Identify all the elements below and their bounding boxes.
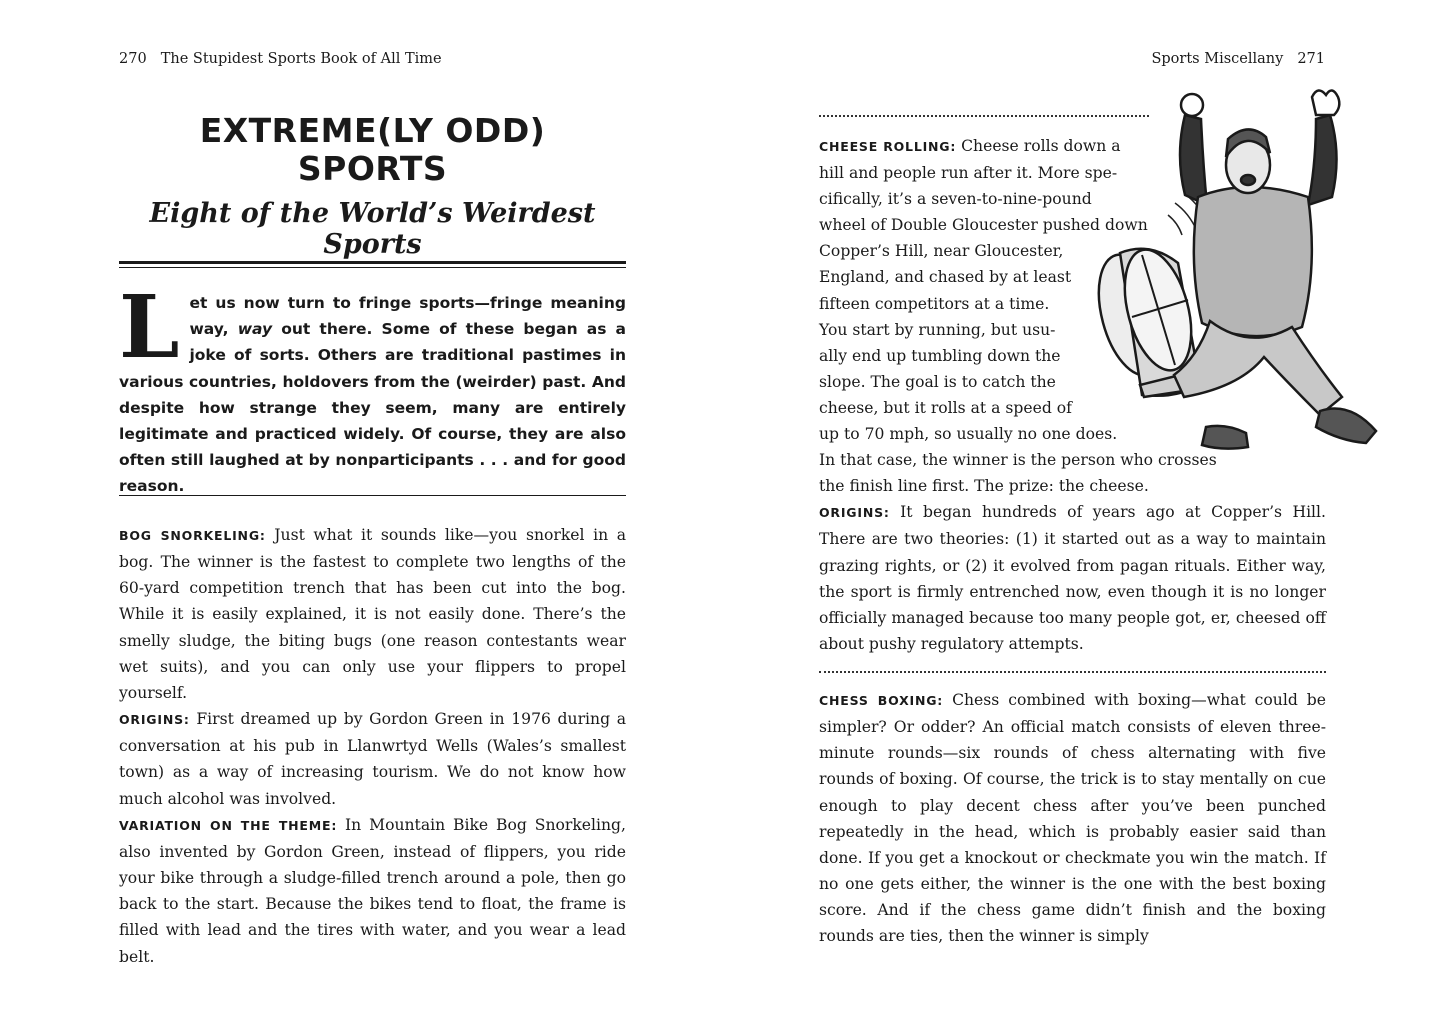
title-rule-thin: [119, 267, 626, 268]
running-title-right: Sports Miscellany: [1151, 51, 1284, 67]
chapter-title-line2: SPORTS: [297, 149, 448, 188]
cheese-chaser-illustration-icon: [1080, 85, 1410, 465]
page-number-left: 270: [119, 51, 147, 67]
chess-text: Chess combined with boxing—what could be simpler? Or odder? An official match consists of eleven three-minute rounds—six rounds of chess alternating with five rounds of boxing. Of course, the trick is to stay mentally on cue enough to play decent chess after you’ve been punched repeatedly in the head, which is probably easier said than done. If you get a knockout or checkmate you win the match. If no one gets either, the winner is the one with the best boxing score. And if the chess game didn’t finish and the boxing rounds are ties, then the winner is simply: [819, 691, 1326, 946]
drop-cap: L: [119, 277, 180, 378]
cheese-line: the finish line first. The prize: the cheese.: [819, 477, 1149, 496]
cheese-line: In that case, the winner is the person who crosses: [819, 451, 1217, 470]
cheese-line: cheese, but it rolls at a speed of: [819, 398, 1072, 417]
cheese-line: ally end up tumbling down the: [819, 346, 1061, 365]
cheese-line-text: Cheese rolls down a: [956, 137, 1121, 155]
intro-paragraph: [119, 277, 626, 500]
intro-rule: [119, 495, 626, 496]
variation-paragraph: [119, 812, 626, 970]
cheese-line: fifteen competitors at a time.: [819, 294, 1050, 313]
chapter-title-line1: EXTREME(LY ODD): [199, 111, 546, 150]
section-divider-dotted-2: [819, 671, 1326, 673]
page-number-right: 271: [1297, 51, 1325, 67]
bog-snorkeling-section: [119, 522, 626, 970]
cheese-line: wheel of Double Gloucester pushed down: [819, 216, 1148, 235]
running-title-left: The Stupidest Sports Book of All Time: [160, 51, 442, 67]
chess-label: CHESS BOXING:: [819, 693, 944, 708]
cheese-line: slope. The goal is to catch the: [819, 372, 1056, 391]
chess-paragraph: [819, 687, 1326, 950]
cheese-line: You start by running, but usu-: [819, 320, 1056, 339]
variation-text: In Mountain Bike Bog Snorkeling, also invented by Gordon Green, instead of flippers, you ride your bike through a sludge-filled trench around a pole, then go back to the start. Because the bikes tend to float, the frame is filled with lead and the tires with water, and you wear a lead belt.: [119, 815, 626, 966]
cheese-line: hill and people run after it. More spe-: [819, 164, 1118, 183]
chapter-subtitle: Eight of the World’s Weirdest Sports: [149, 198, 596, 260]
cheese-label: CHEESE ROLLING:: [819, 139, 957, 154]
cheese-line: up to 70 mph, so usually no one does.: [819, 425, 1118, 444]
title-rule-thick: [119, 261, 626, 264]
cheese-line: England, and chased by at least: [819, 268, 1072, 287]
bog-paragraph: [119, 522, 626, 706]
bog-origins-text: First dreamed up by Gordon Green in 1976 during a conversation at his pub in Llanwrtyd Wells (Wales’s smallest town) as a way of increasing tourism. We do not know how much alcohol was involved.: [119, 710, 626, 808]
intro-text-2: out there. Some of these began as a joke of sorts. Others are traditional pastimes in various countries, holdovers from the (weirder) past. And despite how strange they seem, many are entirely legitimate and practiced widely. Of course, they are also often still laughed at by nonparticipants . . . and for good reason.: [119, 320, 626, 496]
running-head-left: [119, 51, 442, 67]
running-head-right: [1151, 51, 1325, 67]
bog-origins-paragraph: [119, 706, 626, 812]
bog-label: BOG SNORKELING:: [119, 528, 266, 543]
chapter-title-block: [119, 112, 626, 260]
variation-label: VARIATION ON THE THEME:: [119, 817, 338, 833]
cheese-line: cifically, it’s a seven-to-nine-pound: [819, 190, 1092, 209]
cheese-line: Copper’s Hill, near Gloucester,: [819, 242, 1064, 261]
intro-emphasis: way: [237, 320, 273, 339]
cheese-origins-text: It began hundreds of years ago at Copper’s Hill. There are two theories: (1) it started out as a way to maintain grazing rights, or (2) it evolved from pagan rituals. Either way, the sport is firmly entrenched now, even though it is no longer officially managed because too many people got, er, cheesed off about pushy regulatory attempts.: [819, 503, 1326, 653]
intro-text-1: et us now turn to fringe sports—fringe meaning way,: [189, 294, 626, 339]
bog-text: Just what it sounds like—you snorkel in a bog. The winner is the fastest to complete two lengths of the 60-yard competition trench that has been cut into the bog. While it is easily explained, it is not easily done. There’s the smelly sludge, the biting bugs (one reason contestants wear wet suits), and you can only use your flippers to propel yourself.: [119, 526, 626, 702]
cheese-origins-label: ORIGINS:: [819, 505, 890, 521]
cheese-origins-paragraph: [819, 499, 1326, 657]
chess-boxing-section: [819, 687, 1326, 950]
left-page: [0, 0, 722, 1012]
bog-origins-label: ORIGINS:: [119, 712, 190, 728]
